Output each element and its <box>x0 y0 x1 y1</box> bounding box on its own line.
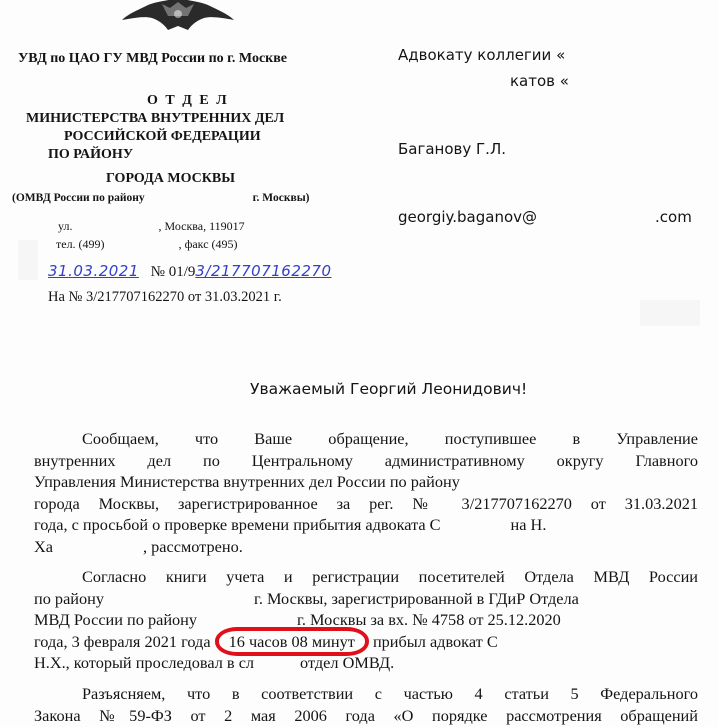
reply-reference: На № 3/217707162270 от 31.03.2021 г. <box>48 289 282 305</box>
sender-title-2: МИНИСТЕРСТВА ВНУТРЕННИХ ДЕЛ <box>26 111 285 126</box>
recipient-name: Баганову Г.Л. <box>398 140 506 158</box>
sender-title-5: ГОРОДА МОСКВЫ <box>106 171 235 186</box>
recipient-email: georgiy.baganov@ .com <box>398 208 692 226</box>
scan-artifact <box>640 300 700 326</box>
registration-line <box>48 262 332 281</box>
recipient-line-2: катов « <box>510 72 569 90</box>
registration-number: 3/217707162270 <box>195 262 332 280</box>
registration-number-prefix: № 01/9 <box>150 264 196 280</box>
sender-address: ул. , Москва, 119017 <box>58 219 245 233</box>
highlighted-time: 16 часов 08 минут <box>215 627 369 657</box>
body-paragraph-3: Разъясняем, что в соответствии с частью 4 статьи 5 Федерального Закона №59-ФЗ от 2 мая 2006 года «О порядке рассмотрения обращений <box>34 684 698 725</box>
emblem-eagle-icon <box>118 0 238 34</box>
body-paragraph-1: Сообщаем, что Ваше обращение, поступившее в Управление внутренних дел по Центральному административному округу Главного Управления Министерства внутренних дел России по району города Москвы, зарегистрированное за рег. № 3/217707162270 от 31.03.2021 года, с просьбой о проверке времени прибытия адвоката С на Н. Ха , рассмотрено. <box>34 429 698 556</box>
sender-department: УВД по ЦАО ГУ МВД России по г. Москве <box>18 51 287 66</box>
sender-phone: тел. (499) , факс (495) <box>56 237 238 251</box>
sender-title-4: ПО РАЙОНУ <box>48 147 134 162</box>
sender-abbreviation: (ОМВД России по району г. Москвы) <box>12 192 310 204</box>
salutation: Уважаемый Георгий Леонидович! <box>250 380 528 398</box>
body-paragraph-2: Согласно книги учета и регистрации посетителей Отдела МВД России по району г. Москвы, зарегистрированной в ГДиР Отдела МВД России по району г. Москвы за вх. № 4758 от 25.12.2020 года, 3 февраля 2021 года 16 часов 08 минут прибыл адвокат С Н.Х., который проследовал в сл отдел ОМВД. <box>34 567 698 673</box>
scan-artifact <box>18 240 38 280</box>
sender-title-3: РОССИЙСКОЙ ФЕДЕРАЦИИ <box>64 129 261 144</box>
registration-date: 31.03.2021 <box>48 262 139 280</box>
sender-title-1: О Т Д Е Л <box>147 93 229 108</box>
recipient-line-1: Адвокату коллегии « <box>398 46 566 64</box>
